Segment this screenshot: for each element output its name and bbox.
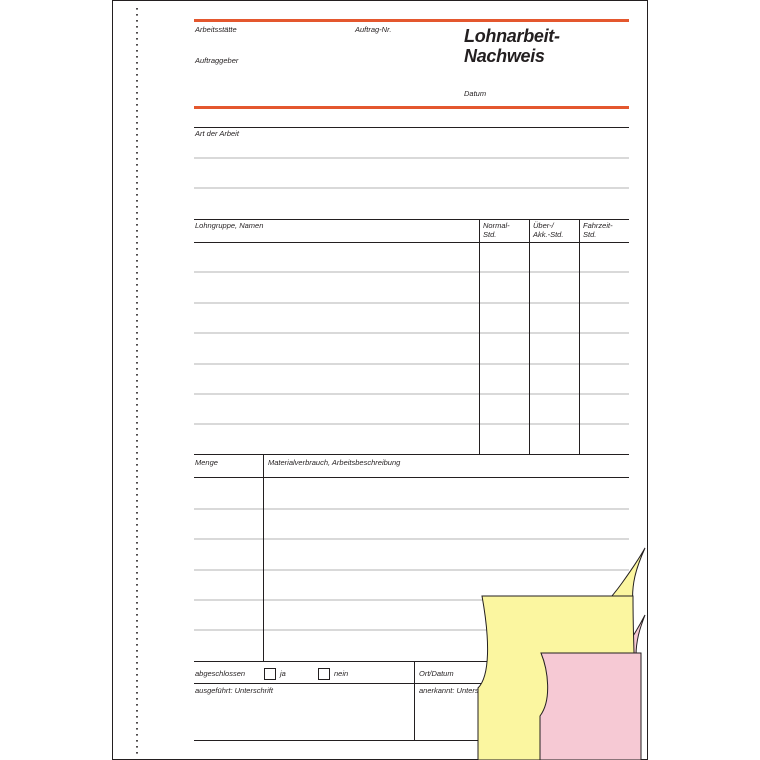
label-arbeitsstaette: Arbeitsstätte	[195, 25, 237, 34]
form-title-line1: Lohnarbeit-	[464, 26, 560, 46]
label-auftrag-nr: Auftrag-Nr.	[355, 25, 392, 34]
col-fahrzeit-line1: Fahrzeit-	[583, 221, 613, 230]
col-lohngruppe: Lohngruppe, Namen	[195, 221, 264, 230]
label-auftraggeber: Auftraggeber	[195, 56, 239, 65]
col-normal-line2: Std.	[483, 230, 497, 239]
page-curl	[478, 548, 646, 760]
pink-sheet-edge	[540, 653, 641, 760]
label-datum: Datum	[464, 89, 487, 98]
col-normal-line1: Normal-	[483, 221, 510, 230]
header-bottom-bar	[194, 106, 629, 109]
label-art-der-arbeit: Art der Arbeit	[195, 129, 239, 138]
col-materialverbrauch: Materialverbrauch, Arbeitsbeschreibung	[268, 458, 401, 467]
label-ort-datum: Ort/Datum	[419, 669, 454, 678]
col-fahrzeit-line2: Std.	[583, 230, 597, 239]
label-ausgefuehrt: ausgeführt: Unterschrift	[195, 686, 273, 695]
label-abgeschlossen: abgeschlossen	[195, 669, 246, 678]
col-ueber-line1: Über-/	[533, 221, 554, 230]
col-menge: Menge	[195, 458, 218, 467]
label-ja: ja	[280, 669, 286, 678]
label-anerkannt: anerkannt: Unters	[419, 686, 479, 695]
col-ueber-line2: Akk.-Std.	[533, 230, 564, 239]
checkbox-nein[interactable]	[318, 668, 330, 680]
label-nein: nein	[334, 669, 349, 678]
form-title-line2: Nachweis	[464, 46, 545, 66]
checkbox-ja[interactable]	[264, 668, 276, 680]
header-top-bar	[194, 19, 629, 22]
